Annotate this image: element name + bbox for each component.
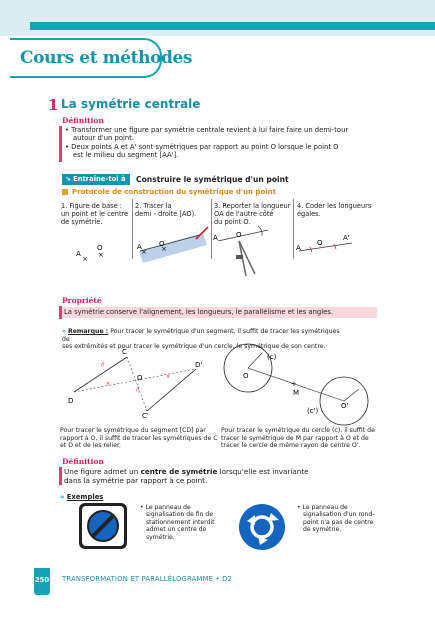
chevron-icon: » — [60, 493, 65, 501]
point-label-o: O — [317, 239, 323, 247]
cross-mark: + — [291, 380, 297, 388]
point-label-a: A — [76, 250, 81, 258]
definition-line: Deux points A et A' sont symétriques par rapport au point O lorsque le point O — [71, 142, 339, 151]
footer-separator: • — [215, 575, 220, 583]
footer-chapter: TRANSFORMATION ET PARALLÉLOGRAMME — [62, 575, 214, 583]
examples-label: Exemples — [66, 493, 104, 501]
example-line: signalisation de fin de — [146, 511, 214, 519]
point-label-oprime: O' — [341, 402, 349, 410]
point-label-aprime: A' — [343, 234, 350, 242]
caption-line: tracer le cercle de même rayon de centre O'. — [221, 442, 361, 450]
circle-label-cprime: (c') — [307, 407, 319, 415]
point-label-a: A — [296, 244, 301, 252]
point-label-c: C — [122, 348, 127, 356]
equal-length-mark: × — [106, 381, 111, 387]
property-text: La symétrie conserve l'alignement, les longueurs, le parallélisme et les angles. — [64, 308, 333, 316]
step-line: 4. Coder les longueurs — [297, 202, 372, 210]
cross-mark: × — [98, 251, 104, 259]
example-line: de symétrie. — [303, 526, 342, 534]
arrow-icon: ↘ — [65, 175, 74, 183]
example-line: admet un centre de — [146, 526, 207, 534]
bullet: • — [65, 142, 72, 151]
remark-line: Pour tracer le symétrique d'un segment, il suffit de tracer les symétriques de — [62, 328, 340, 343]
page-header-title: Cours et méthodes — [20, 48, 193, 68]
example-1-text — [140, 504, 222, 541]
equal-length-mark: // — [136, 387, 140, 393]
definition-line: dans la symétrie par rapport à ce point. — [64, 476, 208, 485]
footer-code: D2 — [222, 575, 233, 583]
no-parking-end-sign-icon — [79, 503, 127, 549]
bullet: • — [140, 504, 146, 511]
example-line: Le panneau de — [302, 504, 348, 511]
protocol-title: Protocole de construction du symétrique d'un point — [72, 188, 276, 196]
point-label-o: O — [97, 244, 103, 252]
chevron-icon: » — [62, 328, 66, 335]
circle-label-c: (c) — [267, 353, 277, 361]
equal-length-mark: // — [101, 362, 105, 368]
point-label-o: O — [137, 374, 143, 382]
example-line: point n'a pas de centre — [303, 518, 374, 526]
step-line: demi - droite [AO). — [135, 210, 197, 218]
bullet: • — [297, 504, 303, 511]
caption-line: rapport à O, il suffit de tracer les symétriques de C — [60, 434, 218, 442]
remark-label: Remarque : — [67, 328, 109, 335]
definition-text-part: lorsqu'elle est invariante — [217, 467, 309, 476]
property-heading: Propriété — [62, 296, 102, 305]
definition-line: autour d'un point. — [73, 134, 135, 143]
step-line: OA de l'autre côté — [214, 210, 274, 218]
definition-text-part: Une figure admet un — [64, 467, 141, 476]
example-line: stationnement interdit — [146, 518, 215, 526]
footer-text — [62, 575, 232, 583]
step-line: 2. Tracer la — [135, 202, 172, 210]
point-label-m: M — [293, 389, 300, 397]
step-line: 3. Reporter la longueur — [214, 202, 291, 210]
page-number: 250 — [34, 568, 50, 595]
caption-line: Pour tracer le symétrique du segment [CD] par — [60, 427, 206, 434]
cross-mark: × — [141, 248, 147, 256]
caption-line: tracer le symétrique de M par rapport à O et de — [221, 434, 369, 442]
point-label-o: O — [236, 231, 242, 239]
step-line: 1. Figure de base : — [61, 202, 122, 210]
cross-mark: × — [161, 245, 167, 253]
caption-line: Pour tracer le symétrique du cercle (c), il suffit de — [221, 427, 375, 434]
definition-heading: Définition — [62, 457, 104, 466]
definition-keyword: centre de symétrie — [140, 467, 218, 476]
equal-length-mark: × — [166, 374, 171, 380]
definition-line: Transformer une figure par symétrie centrale revient à lui faire faire un demi-tour — [71, 126, 349, 134]
step-line: de symétrie. — [61, 218, 103, 226]
example-line: signalisation d'un rond- — [303, 511, 375, 519]
roundabout-sign-icon — [239, 504, 285, 550]
exercise-tag-label: Entraîne-toi à — [73, 175, 126, 183]
definition-heading: Définition — [62, 116, 104, 125]
example-line: symétrie. — [146, 533, 175, 541]
step-line: du point O. — [214, 218, 251, 226]
point-label-a: A — [213, 234, 218, 242]
cross-mark: × — [82, 255, 88, 263]
exercise-title: Construire le symétrique d'un point — [136, 175, 289, 184]
point-label-cprime: C' — [142, 412, 149, 420]
bullet: • — [65, 126, 72, 134]
point-label-dprime: D' — [195, 361, 203, 369]
point-label-o: O — [243, 372, 249, 380]
example-line: Le panneau de — [145, 504, 191, 511]
caption-line: et D et de les relier. — [60, 442, 121, 450]
section-title: La symétrie centrale — [61, 97, 201, 111]
point-label-d: D — [68, 397, 74, 405]
remark-line: ses extrémités et pour tracer le symétrique d'un cercle, le symétrique de son centre. — [62, 343, 326, 351]
definition-line: est le milieu du segment [AA']. — [73, 151, 179, 160]
section-number: 1 — [48, 96, 59, 114]
point-label-a: A — [137, 243, 142, 251]
point-label-o: O — [159, 240, 165, 248]
example-2-text — [297, 504, 379, 534]
step-line: égales. — [297, 210, 321, 218]
step-line: un point et le centre — [61, 210, 129, 218]
